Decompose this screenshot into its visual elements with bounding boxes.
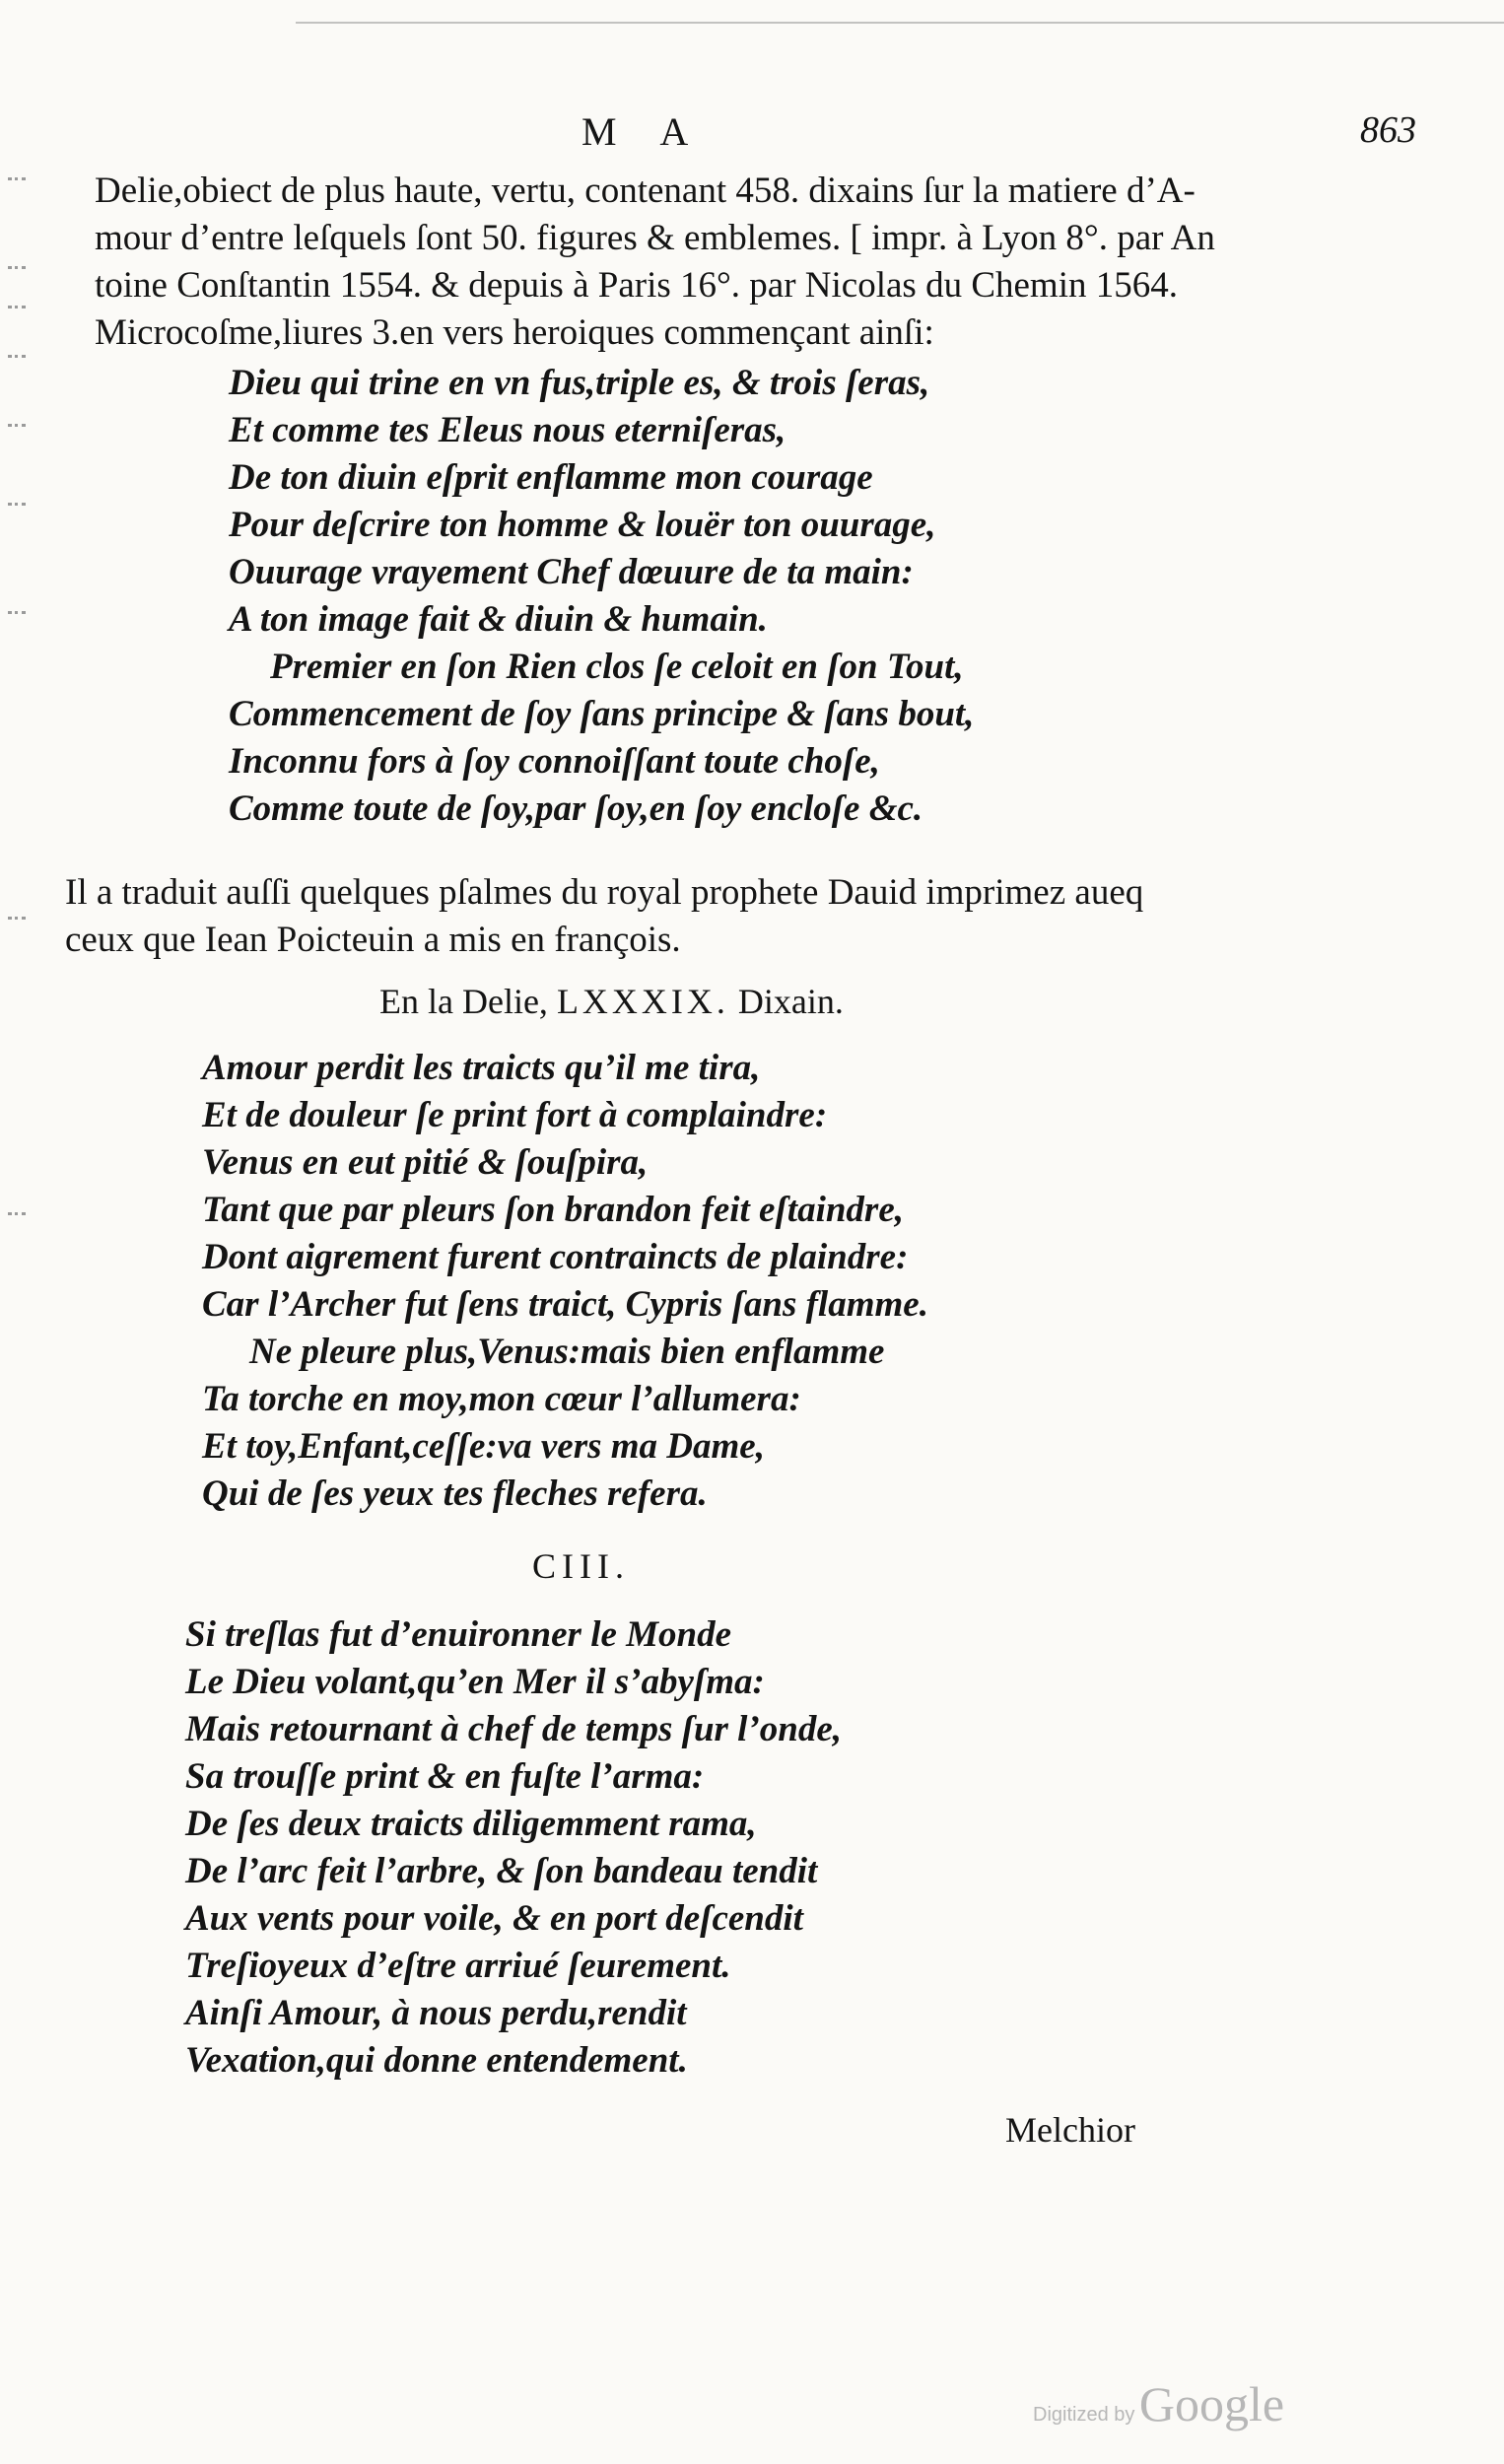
digitized-watermark — [1033, 2375, 1284, 2432]
verse-line: Vexation,qui donne entendement. — [185, 2040, 688, 2081]
verse-line: Le Dieu volant,qu’en Mer il s’abyſma: — [185, 1662, 765, 1702]
verse-line: Premier en ſon Rien clos ſe celoit en ſon Tout, — [270, 647, 964, 687]
left-margin-marks — [0, 148, 39, 1331]
verse-line: Ainſi Amour, à nous perdu,rendit — [185, 1993, 687, 2033]
entry-line: toine Conſtantin 1554. & depuis à Paris 16°. par Nicolas du Chemin 1564. — [95, 265, 1178, 306]
verse-line: Ouurage vrayement Chef dœuure de ta main: — [229, 552, 914, 592]
verse-line: Dont aigrement furent contraincts de plaindre: — [202, 1237, 909, 1277]
verse-line: Comme toute de ſoy,par ſoy,en ſoy encloſe &c. — [229, 788, 923, 829]
entry-line: mour d’entre leſquels ſont 50. figures & emblemes. [ impr. à Lyon 8°. par An — [95, 218, 1215, 258]
verse-line: Si treſlas fut d’enuironner le Monde — [185, 1614, 732, 1655]
verse-line: Et toy,Enfant,ceſſe:va vers ma Dame, — [202, 1426, 765, 1467]
verse-line: Qui de ſes yeux tes fleches refera. — [202, 1473, 708, 1514]
verse-line: Ne pleure plus,Venus:mais bien enflamme — [249, 1332, 885, 1372]
digitized-label: Digitized by — [1033, 2404, 1135, 2426]
verse-line: De ſes deux traicts diligemment rama, — [185, 1804, 757, 1844]
heading-numeral: LXXXIX. — [556, 982, 729, 1021]
page-number: 863 — [1360, 109, 1416, 151]
verse-line: Venus en eut pitié & ſouſpira, — [202, 1142, 649, 1183]
translation-paragraph — [65, 869, 1143, 964]
verse-line: Inconnu fors à ſoy connoiſſant toute choſe, — [229, 741, 880, 782]
verse-line: Et comme tes Eleus nous eterniſeras, — [229, 410, 786, 450]
heading-label: Dixain. — [737, 982, 844, 1021]
verse-line: Treſioyeux d’eſtre arriué ſeurement. — [185, 1946, 731, 1986]
section-heading-ciii: CIII. — [532, 1546, 630, 1586]
verse-line: De l’arc feit l’arbre, & ſon bandeau tendit — [185, 1851, 818, 1891]
verse-line: Ta torche en moy,mon cœur l’allumera: — [202, 1379, 801, 1419]
verse-line: Pour deſcrire ton homme & louër ton ouurage, — [229, 505, 936, 545]
heading-text: En la Delie, — [379, 982, 548, 1021]
paragraph-line: ceux que Iean Poicteuin a mis en françois. — [65, 920, 681, 960]
paragraph-line: Il a traduit auſſi quelques pſalmes du royal prophete Dauid imprimez aueq — [65, 872, 1144, 913]
entry-paragraph — [95, 168, 1215, 357]
verse-line: Amour perdit les traicts qu’il me tira, — [202, 1048, 761, 1088]
entry-line: Delie,obiect de plus haute, vertu, contenant 458. dixains ſur la matiere d’A- — [95, 171, 1196, 211]
verse-line: De ton diuin eſprit enflamme mon courage — [229, 457, 873, 498]
verse-line: Mais retournant à chef de temps ſur l’onde, — [185, 1709, 843, 1749]
verse-ciii — [185, 1611, 842, 2085]
section-heading-dixain — [379, 981, 844, 1022]
verse-line: Et de douleur ſe print fort à complaindre: — [202, 1095, 828, 1135]
verse-line: A ton image fait & diuin & humain. — [229, 599, 768, 640]
verse-line: Tant que par pleurs ſon brandon feit eſtaindre, — [202, 1190, 904, 1230]
verse-dixain-89 — [202, 1045, 928, 1518]
verse-line: Dieu qui trine en vn fus,triple es, & trois ſeras, — [229, 363, 930, 403]
verse-line: Car l’Archer fut ſens traict, Cypris ſans flamme. — [202, 1284, 928, 1325]
verse-line: Sa trouſſe print & en fuſte l’arma: — [185, 1756, 705, 1797]
verse-line: Aux vents pour voile, & en port deſcendit — [185, 1898, 803, 1939]
catchword: Melchior — [1005, 2110, 1135, 2150]
google-logo: Google — [1138, 2376, 1285, 2431]
verse-microcosme — [229, 360, 974, 833]
entry-line: Microcoſme,liures 3.en vers heroiques commençant ainſi: — [95, 312, 934, 353]
top-rule — [296, 0, 1504, 24]
running-header: M A — [581, 109, 707, 154]
verse-line: Commencement de ſoy ſans principe & ſans bout, — [229, 694, 975, 734]
